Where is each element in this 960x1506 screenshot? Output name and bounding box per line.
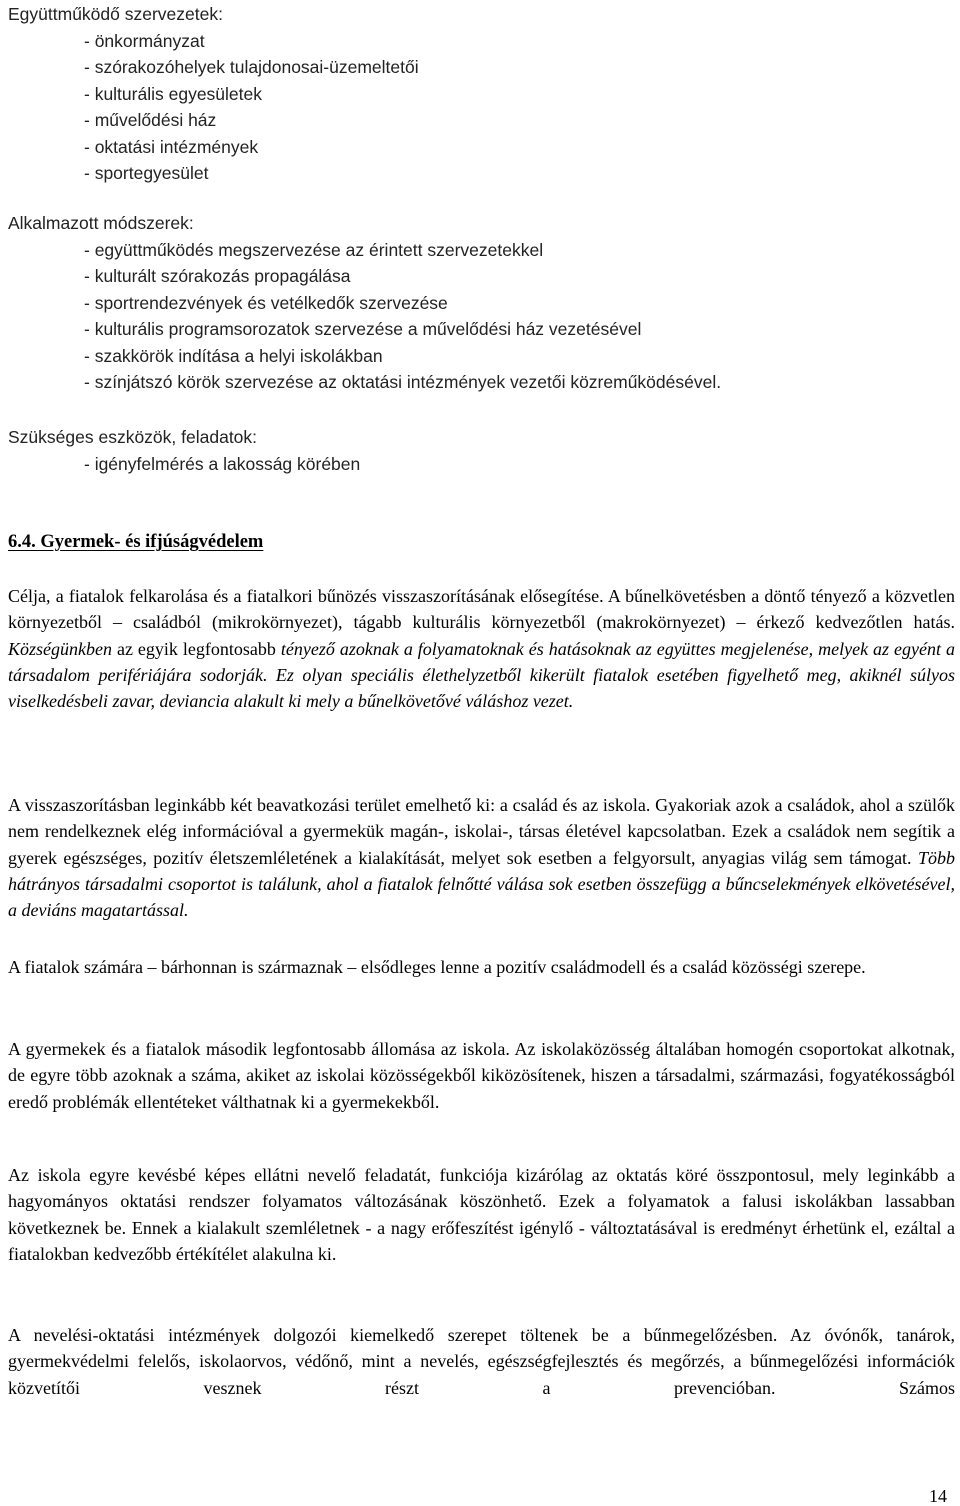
paragraph-school: A gyermekek és a fiatalok második legfontosabb állomása az iskola. Az iskolaközösség általában homogén csoportokat alkotnak, de egyre több azoknak a száma, akiket az iskolai közösségekből kiközösítenek, hiszen a társadalmi, származási, fogyatékosságból eredő problémák ellentéteket válthatnak ki a gyermekekből.	[8, 1039, 955, 1112]
methods-list	[8, 237, 721, 396]
tools-list	[8, 451, 360, 478]
partners-title: Együttműködő szervezetek:	[8, 4, 223, 24]
paragraph-education: Az iskola egyre kevésbé képes ellátni nevelő feladatát, funkciója kizárólag az oktatás köré összpontosul, mely leginkább a hagyományos oktatási rendszer folyamatos változásának köszönhető. Ezek a folyamatok a falusi iskolákban lassabban következnek be. Ennek a kialakult szemléletnek - a nagy erőfeszítést igénylő - változtatásával is eredményt érhetünk el, ezáltal a fiatalokban kedvezőbb értékítélet alakulna ki.	[8, 1165, 955, 1264]
list-item: - művelődési ház	[84, 110, 217, 130]
list-item: - igényfelmérés a lakosság körében	[84, 453, 361, 474]
tools-section	[8, 424, 360, 477]
list-item: - színjátszó körök szervezése az oktatási intézmények vezetői közreműködésével.	[84, 372, 722, 392]
list-item: - sportegyesület	[84, 163, 209, 183]
paragraph-text: A visszaszorításban leginkább két beavatkozási terület emelhető ki: a család és az iskola. Gyakoriak azok a családok, ahol a szülők nem rendelkeznek elég információval a gyermekük magán-, iskolai-, társas életével kapcsolatban. Ezek a családok nem segítik a gyerek egészséges, pozitív életszemléletének a kialakítását, melyet sok esetben a felgyorsult, anyagias világ sem támogat.	[8, 795, 955, 868]
methods-title: Alkalmazott módszerek:	[8, 213, 194, 233]
paragraph-italic-text: Több hátrányos társadalmi csoportot is találunk, ahol a fiatalok felnőtté válása sok esetben összefügg a bűncselekmények elkövetésével, a deviáns magatartással.	[8, 847, 955, 921]
list-item: - önkormányzat	[84, 30, 205, 51]
list-item: - kulturális programsorozatok szervezése a művelődési ház vezetésével	[84, 319, 642, 339]
paragraph-prevention	[8, 792, 955, 923]
list-item: - sportrendezvények és vetélkedők szervezése	[84, 292, 448, 313]
paragraph-text: az egyik legfontosabb	[111, 638, 281, 659]
tools-title: Szükséges eszközök, feladatok:	[8, 427, 258, 447]
partners-section	[8, 1, 419, 187]
list-item: - szakkörök indítása a helyi iskolákban	[84, 345, 383, 366]
list-item: - kulturális egyesületek	[84, 83, 262, 104]
list-item: - oktatási intézmények	[84, 136, 259, 157]
methods-section	[8, 210, 721, 396]
paragraph-text: Célja, a fiatalok felkarolása és a fiatalkori bűnözés visszaszorításának elősegítése. A bűnelkövetésben a döntő tényező a közvetlen környezetből – családból (mikrokörnyezet), tágabb kulturális környezetből (makrokörnyezet) – érkező kedvezőtlen hatás.	[8, 586, 955, 633]
paragraph-italic-text: tényező azoknak a folyamatoknak és hatásoknak az együttes megjelenése, melyek az egyént a társadalom perifériájára sodorják. Ez olyan speciális élethelyzetből kikerült fiatalok esetében figyelhető meg, akiknél súlyos viselkedésbeli zavar, deviancia alakult ki mely a bűnelkövetővé váláshoz vezet.	[8, 638, 955, 712]
paragraph-italic-text: Községünkben	[8, 638, 112, 659]
page-number: 14	[929, 1486, 947, 1506]
list-item: - szórakozóhelyek tulajdonosai-üzemeltetői	[84, 57, 419, 77]
list-item: - kulturált szórakozás propagálása	[84, 266, 351, 286]
paragraph-goal	[8, 583, 955, 714]
paragraph-institutions: A nevelési-oktatási intézmények dolgozói kiemelkedő szerepet töltenek be a bűnmegelőzésben. Az óvónők, tanárok, gyermekvédelmi felelős, iskolaorvos, védőnő, mint a nevelés, egészségfejlesztés és megőrzés, a bűnmegelőzési információk közvetítői vesznek részt a prevencióban. Számos	[8, 1325, 955, 1398]
section-heading: 6.4. Gyermek- és ifjúságvédelem	[8, 532, 264, 552]
partners-list	[8, 28, 419, 187]
paragraph-family: A fiatalok számára – bárhonnan is származnak – elsődleges lenne a pozitív családmodell és a család közösségi szerepe.	[8, 957, 866, 977]
list-item: - együttműködés megszervezése az érintett szervezetekkel	[84, 239, 544, 260]
